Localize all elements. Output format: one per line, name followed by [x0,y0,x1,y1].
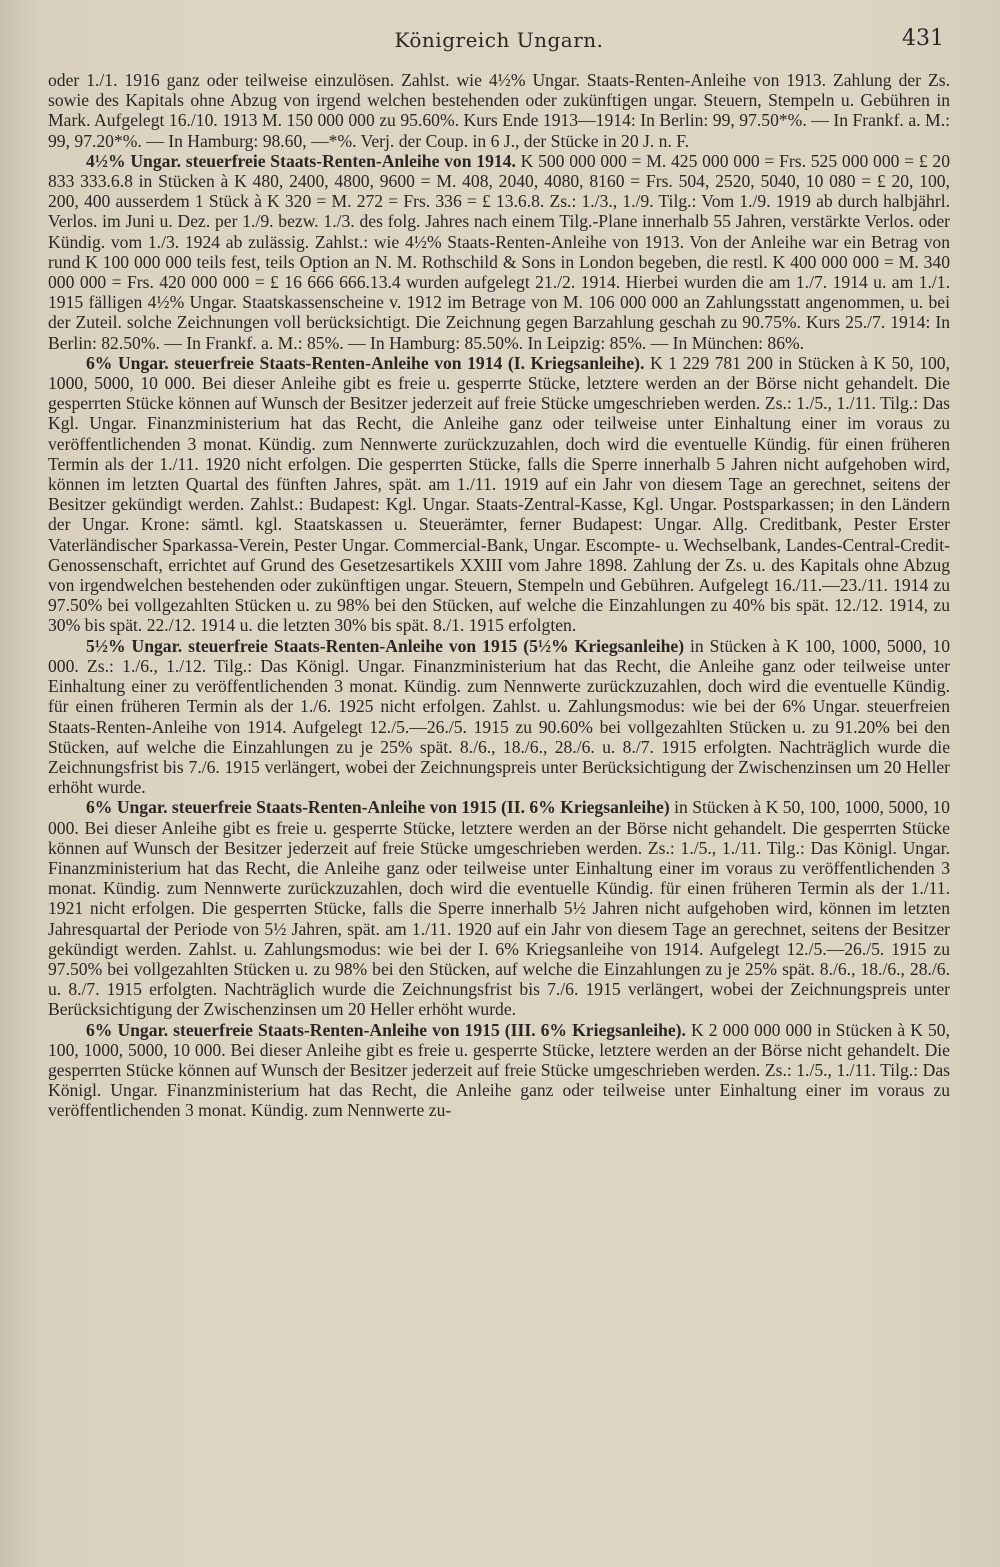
paragraph-loan-1914 [48,151,950,353]
paragraph-heading: 6% Ungar. steuerfreie Staats-Renten-Anleihe von 1914 (I. Kriegsanleihe). [86,352,645,373]
paragraph-text: K 2 000 000 000 in Stücken à K 50, 100, 1000, 5000, 10 000. Bei dieser Anleihe gibt es freie u. gesperrte Stücke, letztere werden an der Börse nicht gehandelt. Die gesperrten Stücke können auf Wunsch der Besitzer jederzeit auf freie Stücke umgeschrieben werden. Zs.: 1./5., 1./11. Tilg.: Das Königl. Ungar. Finanzministerium hat das Recht, die Anleihe ganz oder teilweise unter Einhaltung einer im voraus zu veröffentlichenden 3 monat. Kündig. zum Nennwerte zu- [48,1019,951,1121]
page-number: 431 [902,26,944,51]
paragraph-war-loan-3 [48,1020,950,1121]
page-header [48,28,950,58]
paragraph-text: K 1 229 781 200 in Stücken à K 50, 100, 1000, 5000, 10 000. Bei dieser Anleihe gibt es freie u. gesperrte Stücke, letztere werden an der Börse nicht gehandelt. Die gesperrten Stücke können auf Wunsch der Besitzer jederzeit auf freie Stücke umgeschrieben werden. Zs.: 1./5., 1./11. Tilg.: Das Kgl. Ungar. Finanzministerium hat das Recht, die Anleihe ganz oder teilweise unter Einhaltung einer im voraus zu veröffentlichenden 3 monat. Kündig. zum Nennwerte zurückzuzahlen, doch wird die eventuelle Kündig. für einen früheren Termin als der 1./11. 1920 nicht erfolgen. Die gesperrten Stücke, falls die Sperre innerhalb 5 Jahren nicht aufgehoben wird, können im letzten Quartal des fünften Jahres, spät. am 1./11. 1919 auf ein Jahr von diesem Tage an gerechnet, seitens der Besitzer gekündigt werden. Zahlst.: Budapest: Kgl. Ungar. Staats-Zentral-Kasse, Kgl. Ungar. Postsparkassen; in den Ländern der Ungar. Krone: sämtl. kgl. Staatskassen u. Steuerämter, ferner Budapest: Ungar. Allg. Creditbank, Pester Erster Vaterländischer Sparkassa-Verein, Pester Ungar. Commercial-Bank, Ungar. Escompte- u. Wechselbank, Landes-Central-Credit-Genossenschaft, errichtet auf Grund des Gesetzesartikels XXIII vom Jahre 1898. Zahlung der Zs. u. des Kapitals ohne Abzug von irgendwelchen bestehenden oder zukünftigen ungar. Steuern, Stempeln und Gebühren. Aufgelegt 16./11.—23./11. 1914 zu 97.50% bei vollgezahlten Stücken u. zu 98% bei den Stücken, auf welche die Einzahlungen zu 40% bis spät. 12./12. 1914, zu 30% bis spät. 22./12. 1914 u. die letzten 30% bis spät. 8./1. 1915 erfolgten. [48,352,951,636]
paragraph-text: in Stücken à K 100, 1000, 5000, 10 000. Zs.: 1./6., 1./12. Tilg.: Das Königl. Ungar. Finanzministerium hat das Recht, die Anleihe ganz oder teilweise unter Einhaltung einer zu veröffentlichenden 3 monat. Kündig. zum Nennwerte zurückzuzahlen, doch wird die eventuelle Kündig. für einen früheren Termin als der 1./6. 1925 nicht erfolgen. Zahlst. u. Zahlungsmodus: wie bei der 6% Ungar. steuerfreien Staats-Renten-Anleihe von 1914. Aufgelegt 12./5.—26./5. 1915 zu 90.60% bei vollgezahlten Stücken u. zu 91.20% bei den Stücken, auf welche die Einzahlungen zu je 25% spät. 8./6., 18./6., 28./6. u. 8./7. 1915 erfolgten. Nachträglich wurde die Zeichnungsfrist bis 7./6. 1915 verlängert, wobei der Zeichnungspreis unter Berücksichtigung der Zwischenzinsen um 20 Heller erhöht wurde. [48,635,950,798]
paragraph-text: in Stücken à K 50, 100, 1000, 5000, 10 000. Bei dieser Anleihe gibt es freie u. gesperrte Stücke, letztere werden an der Börse nicht gehandelt. Die gesperrten Stücke können auf Wunsch der Besitzer jederzeit auf freie Stücke umgeschrieben werden. Zs.: 1./5., 1./11. Tilg.: Das Königl. Ungar. Finanzministerium hat das Recht, die Anleihe ganz oder teilweise unter Einhaltung einer im voraus zu veröffentlichenden 3 monat. Kündig. zum Nennwerte zurückzuzahlen, doch wird die eventuelle Kündig. für einen früheren Termin als der 1./11. 1921 nicht erfolgen. Die gesperrten Stücke, falls die Sperre innerhalb 5½ Jahren nicht aufgehoben wird, können im letzten Jahresquartal der Periode von 5½ Jahren, spät. am 1./11. 1920 auf ein Jahr von diesem Tage an gerechnet, seitens der Besitzer gekündigt werden. Zahlst. u. Zahlungsmodus: wie bei der I. 6% Kriegsanleihe von 1914. Aufgelegt 12./5.—26./5. 1915 zu 97.50% bei vollgezahlten Stücken u. zu 98% bei den Stücken, auf welche die Einzahlungen zu je 25% spät. 8./6., 18./6., 28./6. u. 8./7. 1915 erfolgten. Nachträglich wurde die Zeichnungsfrist bis 7./6. 1915 verlängert, wobei der Zeichnungspreis unter Berücksichtigung der Zwischenzinsen um 20 Heller erhöht wurde. [48,797,950,1020]
paragraph-heading: 6% Ungar. steuerfreie Staats-Renten-Anleihe von 1915 (III. 6% Kriegsanleihe). [86,1019,686,1040]
running-title: Königreich Ungarn. [394,28,604,52]
paragraph-war-loan-5-5 [48,636,950,798]
paragraph-continuation [48,70,950,151]
paragraph-heading: 4½% Ungar. steuerfreie Staats-Renten-Anleihe von 1914. [86,150,516,171]
paragraph-war-loan-2 [48,797,950,1019]
paragraph-heading: 6% Ungar. steuerfreie Staats-Renten-Anleihe von 1915 (II. 6% Kriegsanleihe) [86,797,670,818]
paragraph-war-loan-1 [48,353,950,636]
paragraph-text: oder 1./1. 1916 ganz oder teilweise einzulösen. Zahlst. wie 4½% Ungar. Staats-Renten-Anleihe von 1913. Zahlung der Zs. sowie des Kapitals ohne Abzug von irgend welchen bestehenden oder zukünftigen ungar. Steuern, Stempeln u. Gebühren in Mark. Aufgelegt 16./10. 1913 M. 150 000 000 zu 95.60%. Kurs Ende 1913—1914: In Berlin: 99, 97.50*%. — In Frankf. a. M.: 99, 97.20*%. — In Hamburg: 98.60, —*%. Verj. der Coup. in 6 J., der Stücke in 20 J. n. F. [48,70,950,151]
paragraph-text: K 500 000 000 = M. 425 000 000 = Frs. 525 000 000 = £ 20 833 333.6.8 in Stücken à K 480, 2400, 4800, 9600 = M. 408, 2040, 4080, 8160 = Frs. 504, 2520, 5040, 10 080 = £ 20, 100, 200, 400 ausserdem 1 Stück à K 320 = M. 272 = Frs. 336 = £ 13.6.8. Zs.: 1./3., 1./9. Tilg.: Vom 1./9. 1919 ab durch halbjährl. Verlos. im Juni u. Dez. per 1./9. bezw. 1./3. des folg. Jahres nach einem Tilg.-Plane innerhalb 55 Jahren, verstärkte Verlos. oder Kündig. vom 1./3. 1924 ab zulässig. Zahlst.: wie 4½% Staats-Renten-Anleihe von 1913. Von der Anleihe war ein Betrag von rund K 100 000 000 teils fest, teils Option an N. M. Rothschild & Sons in London begeben, die restl. K 400 000 000 = M. 340 000 000 = Frs. 420 000 000 = £ 16 666 666.13.4 wurden aufgelegt 21./2. 1914. Hierbei wurden die am 1./7. 1914 u. am 1./1. 1915 fälligen 4½% Ungar. Staatskassenscheine v. 1912 im Betrage von M. 106 000 000 an Zahlungsstatt angenommen, u. bei der Zuteil. solche Zeichnungen voll berücksichtigt. Die Zeichnung gegen Barzahlung geschah zu 90.75%. Kurs 25./7. 1914: In Berlin: 82.50%. — In Frankf. a. M.: 85%. — In Hamburg: 85.50%. In Leipzig: 85%. — In München: 86%. [48,150,951,353]
paragraph-heading: 5½% Ungar. steuerfreie Staats-Renten-Anleihe von 1915 (5½% Kriegsanleihe) [86,635,685,656]
document-body [48,70,950,1121]
